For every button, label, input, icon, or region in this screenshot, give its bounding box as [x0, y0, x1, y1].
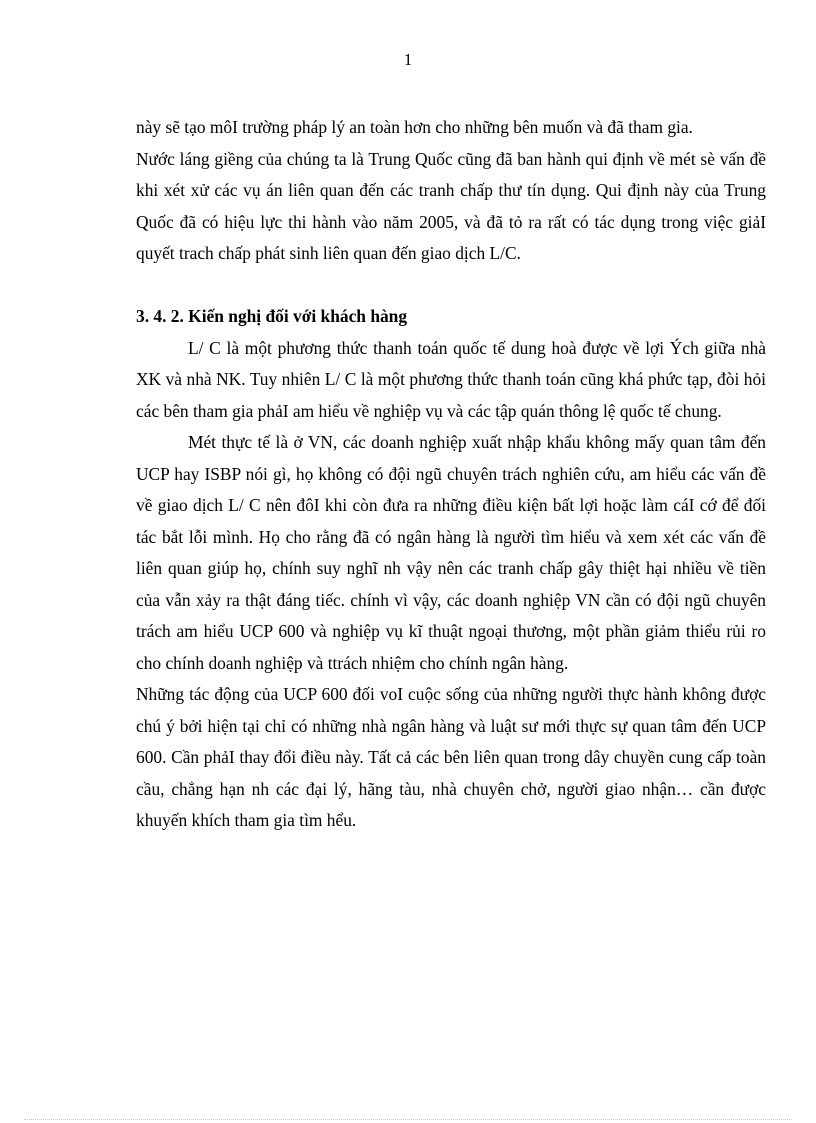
blank-line	[136, 270, 766, 302]
paragraph-ucp600-impact: Những tác động của UCP 600 đối voI cuộc sống của những người thực hành không được chú ý bởi hiện tại chỉ có những nhà ngân hàng và luật sư mới thực sự quan tâm đến UCP 600. Cần phảI thay đổi điều này. Tất cả các bên liên quan trong dây chuyền cung cấp toàn cầu, chẳng hạn nh các đại lý, hãng tàu, nhà chuyên chở, người giao nhận… cần được khuyến khích tham gia tìm hểu.	[136, 684, 766, 830]
page-number: 1	[403, 50, 413, 69]
paragraph-lc-overview: L/ C là một phương thức thanh toán quốc tế dung hoà được về lợi Ých giữa nhà XK và nhà NK. Tuy nhiên L/ C là một phương thức thanh toán cũng khá phức tạp, đòi hỏi các bên tham gia phảI am hiểu về nghiệp vụ và các tập quán thông lệ quốc tế chung.	[136, 337, 766, 421]
paragraph-legal-environment: này sẽ tạo môI trường pháp lý an toàn hơn cho những bên muốn và đã tham gia.	[136, 117, 693, 137]
paragraph-vn-enterprises: Mét thực tế là ở VN, các doanh nghiệp xuất nhập khẩu không mấy quan tâm đến UCP hay ISBP nói gì, họ không có đội ngũ chuyên trách nghiên cứu, am hiểu các vấn đề về giao dịch L/ C nên đôI khi còn đưa ra những điều kiện bất lợi hoặc làm cáI cớ để đối tác bắt lỗi mình. Họ cho rằng đã có ngân hàng là người tìm hiểu và xem xét các vấn đề liên quan giúp họ, chính suy nghĩ nh vậy nên các tranh chấp gây thiệt hại nhiều về tiền của vẫn xảy ra thật đáng tiếc. chính vì vậy, các doanh nghiệp VN cần có đội ngũ chuyên trách am hiểu UCP 600 và nghiệp vụ kĩ thuật ngoại thương, một phần giảm thiểu rủi ro cho chính doanh nghiệp và ttrách nhiệm cho chính ngân hàng.	[136, 432, 766, 673]
paragraph-china-regulation: Nước láng giềng của chúng ta là Trung Quốc cũng đã ban hành qui định về mét sè vấn đề khi xét xử các vụ án liên quan đến các tranh chấp thư tín dụng. Qui định này của Trung Quốc đã có hiệu lực thi hành vào năm 2005, và đã tỏ ra rất có tác dụng trong việc giảI quyết trach chấp phát sinh liên quan đến giao dịch L/C.	[136, 148, 766, 263]
section-heading: 3. 4. 2. Kiến nghị đối với khách hàng	[136, 306, 408, 326]
page-bottom-border	[24, 1119, 792, 1120]
document-body	[136, 112, 766, 837]
